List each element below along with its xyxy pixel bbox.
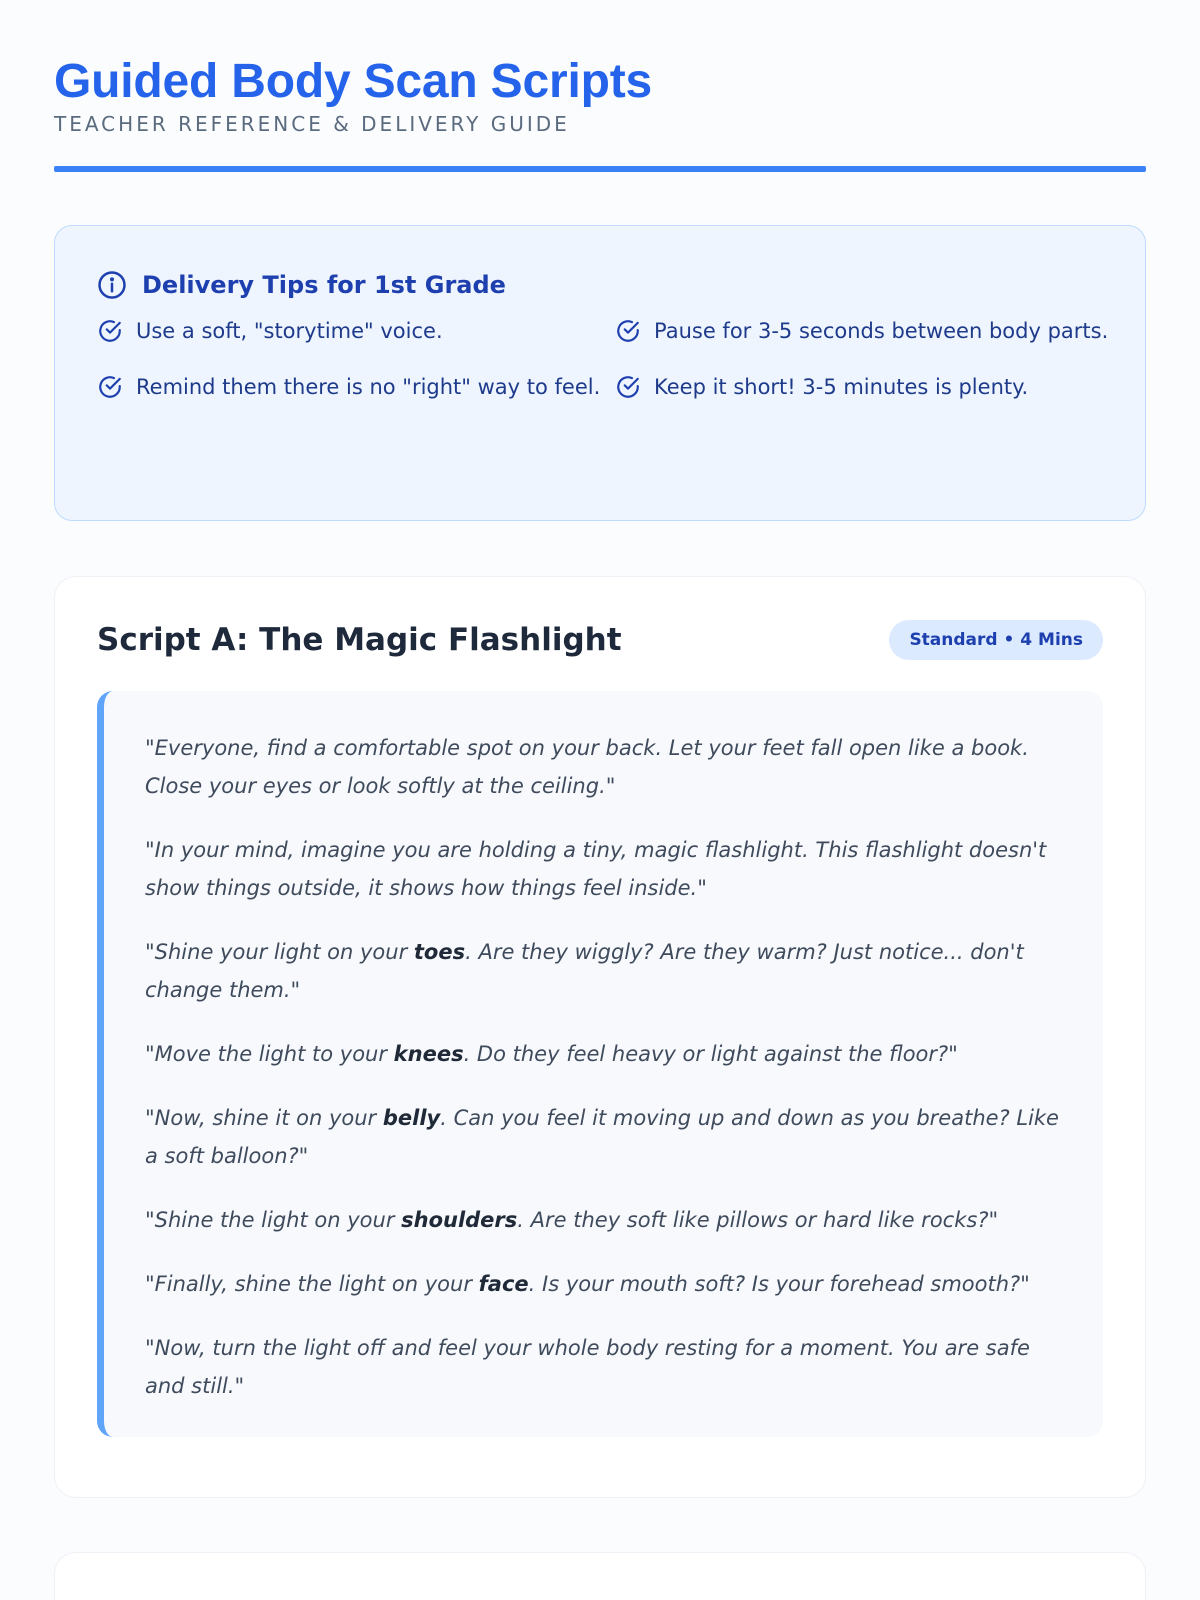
tip-item <box>97 314 615 348</box>
script-line-text: "Shine the light on your <box>145 1208 402 1232</box>
script-line-emphasis: face <box>478 1272 529 1296</box>
script-line <box>145 1099 1067 1175</box>
check-circle-icon <box>97 318 123 344</box>
tip-text: Remind them there is no "right" way to feel. <box>136 375 601 399</box>
script-line-text: "Now, shine it on your <box>145 1106 383 1130</box>
script-line-text: "Now, turn the light off and feel your whole body resting for a moment. You are safe and still." <box>145 1336 1030 1398</box>
script-line-text: "Finally, shine the light on your <box>145 1272 479 1296</box>
script-line-text: . Can you feel it moving up and down as you breathe? Like a soft balloon?" <box>145 1106 1059 1168</box>
delivery-tips-panel <box>54 225 1146 521</box>
script-a-header <box>97 619 1103 661</box>
info-circle-icon <box>97 270 127 300</box>
script-line-emphasis: shoulders <box>401 1208 518 1232</box>
script-line <box>145 1329 1067 1405</box>
header-divider <box>54 166 1146 172</box>
tip-text: Pause for 3-5 seconds between body parts. <box>654 319 1109 343</box>
tip-text: Use a soft, "storytime" voice. <box>136 319 443 343</box>
next-script-card <box>54 1552 1146 1600</box>
page-subtitle: TEACHER REFERENCE & DELIVERY GUIDE <box>54 112 570 136</box>
check-circle-icon <box>615 374 641 400</box>
script-line <box>145 933 1067 1009</box>
script-line <box>145 831 1067 907</box>
script-line-emphasis: belly <box>382 1106 441 1130</box>
script-a-card <box>54 576 1146 1498</box>
script-line-text: . Are they wiggly? Are they warm? Just notice... don't change them." <box>145 940 1024 1002</box>
page-title: Guided Body Scan Scripts <box>54 55 652 108</box>
script-line-text: "Shine your light on your <box>145 940 414 964</box>
script-line-text: "Everyone, find a comfortable spot on your back. Let your feet fall open like a book. Close your eyes or look softly at the ceiling." <box>145 736 1029 798</box>
script-line-emphasis: knees <box>393 1042 464 1066</box>
script-a-badge: Standard • 4 Mins <box>889 620 1103 660</box>
delivery-tips-list <box>97 314 1109 404</box>
script-line-text: . Are they soft like pillows or hard like rocks?" <box>517 1208 999 1232</box>
script-line-text: "In your mind, imagine you are holding a tiny, magic flashlight. This flashlight doesn't show things outside, it shows how things feel inside." <box>145 838 1047 900</box>
script-line <box>145 729 1067 805</box>
script-a-body <box>97 691 1103 1437</box>
check-circle-icon <box>97 374 123 400</box>
tip-item <box>615 370 1115 404</box>
tip-item <box>97 370 615 404</box>
delivery-tips-header <box>97 268 1103 302</box>
script-line <box>145 1265 1067 1303</box>
tip-item <box>615 314 1115 348</box>
script-line-emphasis: toes <box>413 940 466 964</box>
script-line-text: . Is your mouth soft? Is your forehead smooth?" <box>528 1272 1030 1296</box>
check-circle-icon <box>615 318 641 344</box>
tip-text: Keep it short! 3-5 minutes is plenty. <box>654 375 1029 399</box>
delivery-tips-title: Delivery Tips for 1st Grade <box>142 271 506 299</box>
page-header <box>54 54 1146 172</box>
script-line <box>145 1201 1067 1239</box>
script-line-text: "Move the light to your <box>145 1042 394 1066</box>
script-line-text: . Do they feel heavy or light against the floor?" <box>463 1042 958 1066</box>
script-a-title: Script A: The Magic Flashlight <box>97 622 622 658</box>
script-line <box>145 1035 1067 1073</box>
